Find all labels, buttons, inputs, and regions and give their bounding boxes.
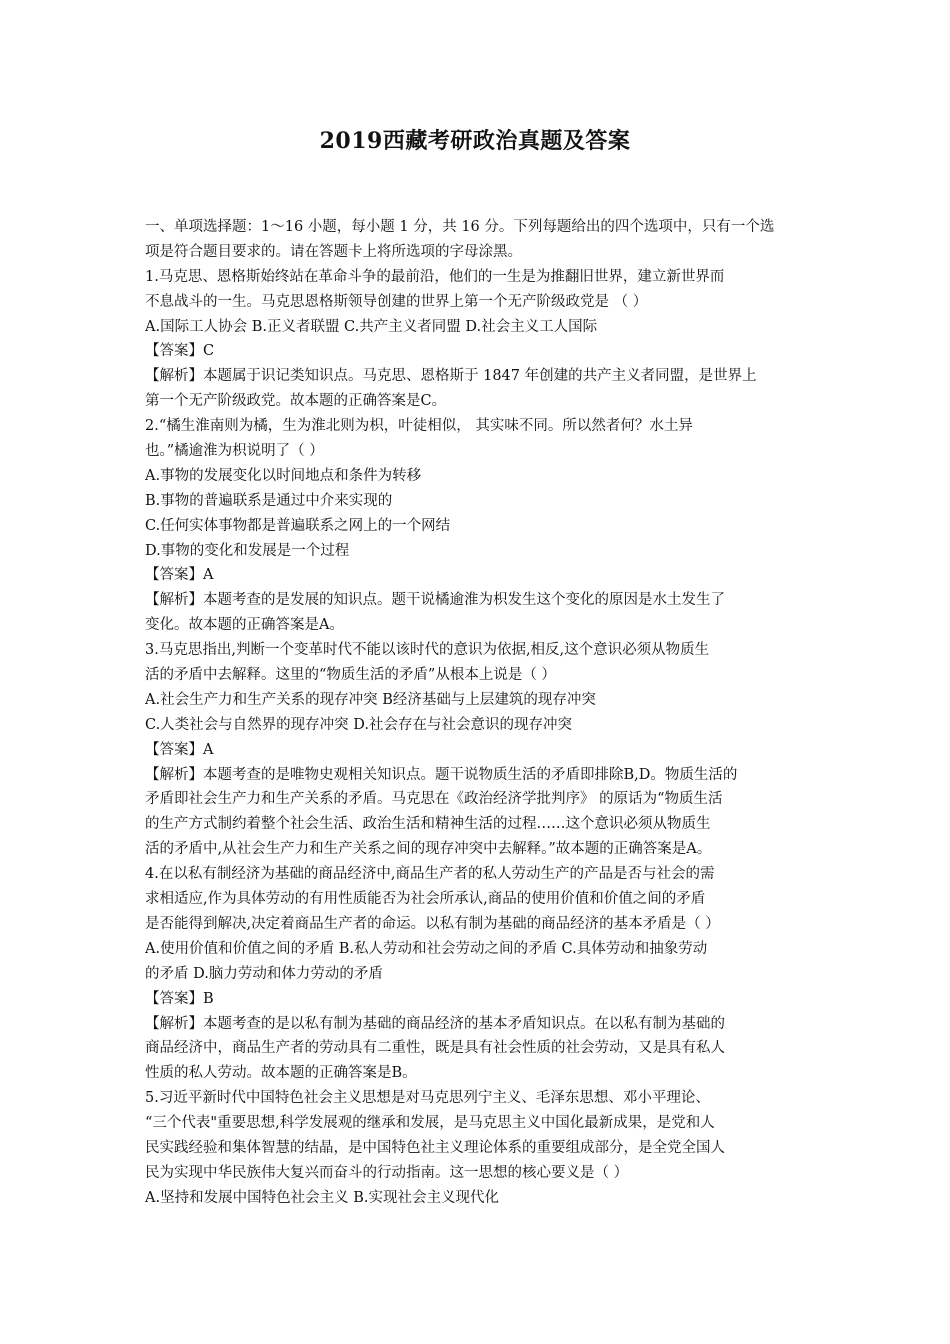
text-line: 活的矛盾中,从社会生产力和生产关系之间的现存冲突中去解释。”故本题的正确答案是A。 (145, 841, 712, 858)
text-line: 性质的私人劳动。故本题的正确答案是B。 (145, 1065, 417, 1082)
text-line: 【答案】A (145, 741, 214, 758)
text-line: A.坚持和发展中国特色社会主义 B.实现社会主义现代化 (145, 1189, 499, 1206)
text-line: A.事物的发展变化以时间地点和条件为转移 (145, 467, 422, 484)
text-line: 一、单项选择题：1～16 小题，每小题 1 分，共 16 分。下列每题给出的四个选项中，只有一个选 (145, 219, 775, 235)
text-line: 是否能得到解决,决定着商品生产者的命运。以私有制为基础的商品经济的基本矛盾是（ ） (145, 915, 720, 932)
text-line: A.国际工人协会 B.正义者联盟 C.共产主义者同盟 D.社会主义工人国际 (145, 318, 598, 335)
text-line: 商品经济中，商品生产者的劳动具有二重性，既是具有社会性质的社会劳动，又是具有私人 (145, 1040, 725, 1057)
text-line: 变化。故本题的正确答案是A。 (145, 617, 344, 634)
text-line: D.事物的变化和发展是一个过程 (145, 542, 350, 559)
text-line: 【答案】A (145, 567, 214, 584)
text-line: 1.马克思、恩格斯始终站在革命斗争的最前沿，他们的一生是为推翻旧世界，建立新世界而 (145, 268, 725, 285)
text-line: 3.马克思指出,判断一个变革时代不能以该时代的意识为依据,相反,这个意识必须从物质生 (145, 642, 710, 659)
text-line: 4.在以私有制经济为基础的商品经济中,商品生产者的私人劳动生产的产品是否与社会的需 (145, 866, 715, 883)
text-line: 不息战斗的一生。马克思恩格斯领导创建的世界上第一个无产阶级政党是 （ ） (145, 293, 648, 310)
text-line: 项是符合题目要求的。请在答题卡上将所选项的字母涂黑。 (145, 243, 522, 260)
text-line: 5.习近平新时代中国特色社会主义思想是对马克思列宁主义、毛泽东思想、邓小平理论、 (145, 1090, 710, 1107)
text-line: 求相适应,作为具体劳动的有用性质能否为社会所承认,商品的使用价值和价值之间的矛盾 (145, 891, 706, 908)
text-line: 的生产方式制约着整个社会生活、政治生活和精神生活的过程……这个意识必须从物质生 (145, 816, 711, 833)
page-title: 2019西藏考研政治真题及答案 (319, 128, 631, 154)
text-line: C.人类社会与自然界的现存冲突 D.社会存在与社会意识的现存冲突 (145, 716, 573, 733)
text-line: 活的矛盾中去解释。这里的“物质生活的矛盾”从根本上说是（ ） (145, 667, 556, 684)
text-line: C.任何实体事物都是普遍联系之网上的一个网结 (145, 517, 451, 534)
text-line: 民实践经验和集体智慧的结晶，是中国特色社主义理论体系的重要组成部分，是全党全国人 (145, 1139, 725, 1156)
text-line: 民为实现中华民族伟大复兴而奋斗的行动指南。这一思想的核心要义是（ ） (145, 1164, 629, 1181)
text-line: A.使用价值和价值之间的矛盾 B.私人劳动和社会劳动之间的矛盾 C.具体劳动和抽象劳动 (145, 940, 708, 957)
text-line: 也。”橘逾淮为枳说明了（ ） (145, 443, 324, 460)
document-body (145, 215, 813, 1211)
text-line: 的矛盾 D.脑力劳动和体力劳动的矛盾 (145, 965, 383, 982)
text-line: 【答案】C (145, 343, 215, 360)
text-line: 【解析】本题考查的是以私有制为基础的商品经济的基本矛盾知识点。在以私有制为基础的 (145, 1015, 725, 1032)
text-line: 2.“橘生淮南则为橘，生为淮北则为枳，叶徒相似， 其实味不同。所以然者何？水土异 (145, 418, 693, 435)
text-line: 【答案】B (145, 990, 214, 1007)
text-line: A.社会生产力和生产关系的现存冲突 B经济基础与上层建筑的现存冲突 (145, 691, 596, 708)
text-line: 【解析】本题考查的是发展的知识点。题干说橘逾淮为枳发生这个变化的原因是水土发生了 (145, 592, 725, 609)
text-line: 第一个无产阶级政党。故本题的正确答案是C。 (145, 393, 447, 410)
text-line: 矛盾即社会生产力和生产关系的矛盾。马克思在《政治经济学批判序》 的原话为“物质生活 (145, 791, 723, 808)
text-line: 【解析】本题属于识记类知识点。马克思、恩格斯于 1847 年创建的共产主义者同盟，是世界上 (145, 368, 757, 385)
text-line: B.事物的普遍联系是通过中介来实现的 (145, 492, 393, 509)
text-line: “三个代表"重要思想,科学发展观的继承和发展，是马克思主义中国化最新成果，是党和人 (145, 1115, 715, 1132)
text-line: 【解析】本题考查的是唯物史观相关知识点。题干说物质生活的矛盾即排除B,D。物质生活的 (145, 766, 738, 783)
